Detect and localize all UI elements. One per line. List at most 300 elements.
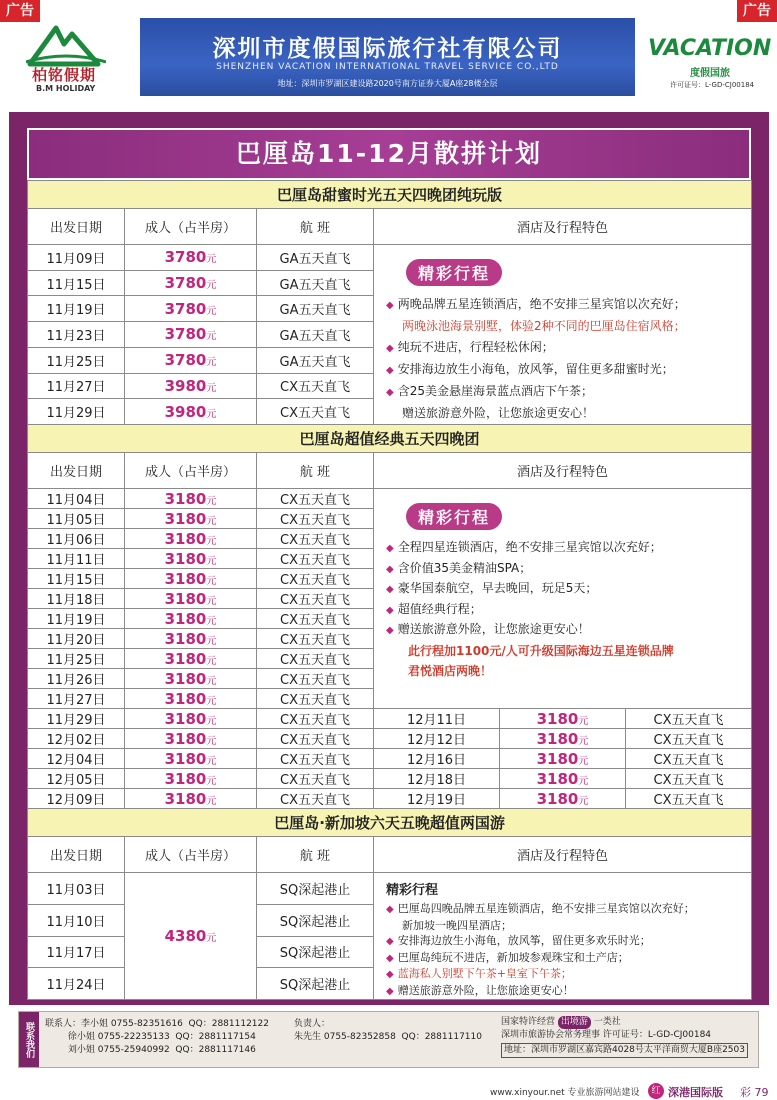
flight-cell <box>626 749 752 769</box>
banner-title: 巴厘岛11-12月散拼计划 <box>27 128 751 180</box>
price-cell <box>125 399 257 425</box>
footer-circle-mark: 红 <box>648 1083 664 1099</box>
section-title-text: 巴厘岛超值经典五天四晚团 <box>299 430 480 448</box>
flight-cell <box>257 709 374 729</box>
yuan-unit: 元 <box>206 575 217 587</box>
date: 12月18日 <box>406 773 467 788</box>
date: 11月03日 <box>46 882 106 898</box>
diamond-bullet-icon: ◆ <box>386 985 394 997</box>
table-row <box>28 769 752 789</box>
price: 3780 <box>164 299 207 318</box>
date-cell <box>28 489 125 509</box>
flight: CX五天直飞 <box>280 773 350 788</box>
yuan-unit: 元 <box>206 535 217 547</box>
feature-item <box>386 337 745 359</box>
price-cell <box>125 589 257 609</box>
flight: GA五天直飞 <box>279 251 351 267</box>
col-hotel-label: 酒店及行程特色 <box>517 221 609 236</box>
price-cell <box>125 609 257 629</box>
date: 11月29日 <box>46 713 106 728</box>
feature-item <box>386 381 745 403</box>
date: 11月11日 <box>46 553 106 568</box>
association-info: 深圳市旅游协会常务理事 许可证号：L-GD-CJ00184 <box>501 1030 712 1040</box>
date-cell <box>374 769 500 789</box>
col-adult <box>125 209 257 245</box>
mountain-logo-icon <box>26 24 106 68</box>
flight: SQ深起港止 <box>279 882 351 898</box>
flight-cell <box>257 936 374 968</box>
price-cell <box>125 529 257 549</box>
date-cell <box>374 789 500 809</box>
yuan-unit: 元 <box>206 615 217 627</box>
feature-text: 安排海边放生小海龟，放风筝，留住更多欢乐时光； <box>397 934 651 947</box>
feature-text: 安排海边放生小海龟，放风筝，留住更多甜蜜时光； <box>397 362 674 376</box>
date: 11月19日 <box>46 613 106 628</box>
col-flight-label: 航 班 <box>299 465 331 480</box>
diamond-bullet-icon: ◆ <box>386 563 394 575</box>
price-cell <box>125 549 257 569</box>
agency-credentials <box>501 1016 758 1058</box>
logo-cn: 柏铭假期 <box>32 66 97 84</box>
diamond-bullet-icon: ◆ <box>386 969 394 980</box>
contact-label: 联系我们 <box>19 1012 39 1067</box>
diamond-bullet-icon: ◆ <box>386 936 394 947</box>
price: 3780 <box>164 274 207 293</box>
feature-text: 蓝海私人别墅下午茶+皇室下午茶； <box>397 967 572 980</box>
price: 3180 <box>536 749 579 768</box>
flight: CX五天直飞 <box>280 593 350 608</box>
flight: CX五天直飞 <box>653 713 724 728</box>
flight: CX五天直飞 <box>280 513 350 528</box>
date: 11月23日 <box>46 328 106 344</box>
date: 12月02日 <box>46 733 106 748</box>
yuan-unit: 元 <box>206 331 217 343</box>
price: 3980 <box>164 376 207 395</box>
footer <box>0 1082 777 1100</box>
date: 12月09日 <box>46 793 106 808</box>
date-cell <box>28 649 125 669</box>
date-cell <box>28 569 125 589</box>
price: 3180 <box>164 509 207 528</box>
footer-publication: 深港国际版 <box>668 1086 723 1099</box>
col-hotel-label: 酒店及行程特色 <box>517 849 609 864</box>
date: 11月29日 <box>46 406 106 422</box>
date: 11月05日 <box>46 513 106 528</box>
national-license-2: 一类社 <box>593 1017 621 1027</box>
flight-cell <box>257 873 374 905</box>
vacation-logo <box>640 22 774 94</box>
yuan-unit: 元 <box>206 382 217 394</box>
yuan-unit: 元 <box>206 408 217 420</box>
outbound-badge: 出境游 <box>558 1016 591 1029</box>
col-flight-label: 航 班 <box>299 849 331 864</box>
date-cell <box>28 509 125 529</box>
flight-cell <box>257 489 374 509</box>
price-cell <box>125 669 257 689</box>
price-cell <box>125 270 257 296</box>
upgrade-note: 君悦酒店两晚！ <box>408 663 493 678</box>
section-title <box>28 809 752 837</box>
price-cell <box>125 373 257 399</box>
date: 11月24日 <box>46 978 106 994</box>
company-address: 地址：深圳市罗湖区建设路2020号南方证券大厦A座28楼全层 <box>277 79 498 88</box>
col-flight <box>257 837 374 873</box>
flight: CX五天直飞 <box>653 793 724 808</box>
price: 3180 <box>164 589 207 608</box>
date: 11月15日 <box>46 277 106 293</box>
col-date-label: 出发日期 <box>49 849 102 864</box>
yuan-unit: 元 <box>206 755 217 767</box>
flight: CX五天直飞 <box>280 693 350 708</box>
diamond-bullet-icon: ◆ <box>386 625 394 636</box>
diamond-bullet-icon: ◆ <box>386 952 394 964</box>
price-cell <box>125 873 257 1000</box>
diamond-bullet-icon: ◆ <box>386 387 394 398</box>
date: 11月19日 <box>46 303 106 319</box>
header-band <box>140 18 635 96</box>
upgrade-note: 此行程加1100元/人可升级国际海边五星连锁品牌 <box>408 643 674 658</box>
feature-text: 赠送旅游意外险，让您旅途更安心！ <box>397 622 590 636</box>
yuan-unit: 元 <box>206 254 217 266</box>
price-cell <box>125 489 257 509</box>
page-number: 彩 79 <box>740 1086 769 1099</box>
features-cell <box>374 245 752 425</box>
date-cell <box>28 270 125 296</box>
section-title-text: 巴厘岛·新加坡六天五晚超值两国游 <box>274 814 505 832</box>
flight: CX五天直飞 <box>653 733 724 748</box>
yuan-unit: 元 <box>578 755 589 767</box>
diamond-bullet-icon: ◆ <box>386 584 394 595</box>
flight: CX五天直飞 <box>280 653 350 668</box>
col-adult-label: 成人（占半房） <box>144 221 236 236</box>
col-hotel <box>374 453 752 489</box>
date-cell <box>28 629 125 649</box>
yuan-unit: 元 <box>578 735 589 747</box>
agency-address: 地址：深圳市罗湖区嘉宾路4028号太平洋商贸大厦B座2503 <box>501 1043 748 1058</box>
yuan-unit: 元 <box>578 795 589 807</box>
date: 11月25日 <box>46 653 106 668</box>
price: 3780 <box>164 325 207 344</box>
price-cell <box>125 709 257 729</box>
col-adult-label: 成人（占半房） <box>144 849 236 864</box>
date: 11月27日 <box>46 380 106 396</box>
yuan-unit: 元 <box>578 775 589 787</box>
date: 11月27日 <box>46 693 106 708</box>
price: 3180 <box>536 709 579 728</box>
feature-item <box>386 294 745 316</box>
contact-bar <box>18 1011 759 1068</box>
date-cell <box>28 589 125 609</box>
yuan-unit: 元 <box>206 695 217 707</box>
feature-item <box>386 620 745 641</box>
flight: CX五天直飞 <box>280 533 350 548</box>
yuan-unit: 元 <box>206 675 217 687</box>
feature-item <box>386 983 745 1000</box>
flight: CX五天直飞 <box>280 553 350 568</box>
yuan-unit: 元 <box>206 735 217 747</box>
price-cell <box>125 629 257 649</box>
price-cell <box>125 769 257 789</box>
vacation-logo-text: VACATION <box>648 36 772 61</box>
logo-en: B.M HOLIDAY <box>36 84 96 93</box>
table-row <box>28 789 752 809</box>
price: 3180 <box>164 529 207 548</box>
col-date <box>28 209 125 245</box>
price-cell <box>125 569 257 589</box>
price-cell <box>500 729 626 749</box>
flight: CX五天直飞 <box>653 773 724 788</box>
price-cell <box>125 749 257 769</box>
date: 11月17日 <box>46 946 106 962</box>
flight-cell <box>626 709 752 729</box>
contact-manager: 负责人： 朱先生 0755-82352858 QQ：2881117110 <box>294 1019 482 1042</box>
price: 3180 <box>164 489 207 508</box>
yuan-unit: 元 <box>206 655 217 667</box>
flight-cell <box>626 789 752 809</box>
flight-cell <box>257 373 374 399</box>
yuan-unit: 元 <box>206 933 217 944</box>
feature-text: 含25美金悬崖海景蓝点酒店下午茶； <box>397 384 593 398</box>
date: 11月25日 <box>46 354 106 370</box>
feature-item <box>386 359 745 381</box>
flight-cell <box>257 245 374 271</box>
date: 12月12日 <box>406 733 467 748</box>
table-row <box>28 489 752 509</box>
date-cell <box>28 689 125 709</box>
price: 3180 <box>536 789 579 808</box>
price-cell <box>125 245 257 271</box>
flight-cell <box>257 549 374 569</box>
price-cell <box>125 296 257 322</box>
feature-text: 巴厘岛四晚品牌五星连锁酒店，绝不安排三星宾馆以次充好； <box>397 902 695 915</box>
feature-item <box>386 950 745 967</box>
date: 11月09日 <box>46 251 106 267</box>
flight-cell <box>257 270 374 296</box>
date-cell <box>28 936 125 968</box>
feature-item <box>386 538 745 559</box>
footer-site: www.xinyour.net 专业旅游网站建设 <box>490 1088 640 1098</box>
company-name-cn: 深圳市度假国际旅行社有限公司 <box>212 36 563 62</box>
date-cell <box>28 729 125 749</box>
flight-cell <box>626 769 752 789</box>
flight-cell <box>257 399 374 425</box>
flight-cell <box>257 509 374 529</box>
yuan-unit: 元 <box>206 635 217 647</box>
flight: CX五天直飞 <box>280 573 350 588</box>
date: 11月15日 <box>46 573 106 588</box>
vacation-logo-cn: 度假国旅 <box>690 68 730 79</box>
feature-text: 两晚品牌五星连锁酒店，绝不安排三星宾馆以次充好； <box>397 297 686 311</box>
flight-cell <box>257 529 374 549</box>
flight-cell <box>257 769 374 789</box>
plan-table <box>27 180 752 1000</box>
column-header-row <box>28 453 752 489</box>
yuan-unit: 元 <box>206 495 217 507</box>
col-adult <box>125 837 257 873</box>
date: 11月04日 <box>46 493 106 508</box>
yuan-unit: 元 <box>206 795 217 807</box>
contact-persons: 联系人：李小姐 0755-82351616 QQ：2881112122 徐小姐 0755-22235133 QQ：2881117154 刘小姐 0755-25940992 QQ：2881117146 <box>45 1019 269 1055</box>
column-header-row <box>28 837 752 873</box>
feature-item: 两晚泳池海景别墅，体验2种不同的巴厘岛住宿风格； <box>402 319 686 333</box>
ad-tag-left: 广告 <box>0 0 40 22</box>
price: 3180 <box>164 689 207 708</box>
flight-cell <box>257 609 374 629</box>
col-adult <box>125 453 257 489</box>
flight: SQ深起港止 <box>279 914 351 930</box>
header <box>0 18 777 96</box>
flight-cell <box>257 629 374 649</box>
date-cell <box>28 609 125 629</box>
col-hotel-label: 酒店及行程特色 <box>517 465 609 480</box>
section-title <box>28 181 752 209</box>
date: 11月10日 <box>46 914 106 930</box>
price: 3180 <box>164 789 207 808</box>
date-cell <box>374 749 500 769</box>
plan-frame <box>9 112 769 1005</box>
date-cell <box>374 709 500 729</box>
yuan-unit: 元 <box>206 357 217 369</box>
date: 12月11日 <box>406 713 467 728</box>
section-title-text: 巴厘岛甜蜜时光五天四晚团纯玩版 <box>277 186 503 204</box>
flight-cell <box>257 904 374 936</box>
date-cell <box>28 749 125 769</box>
flight-cell <box>257 589 374 609</box>
feature-item <box>386 933 745 950</box>
date-cell <box>28 769 125 789</box>
feature-item <box>386 559 745 580</box>
date: 11月18日 <box>46 593 106 608</box>
flight: CX五天直飞 <box>280 733 350 748</box>
license-number: 许可证号：L-GD-CJ00184 <box>670 81 755 89</box>
col-flight <box>257 209 374 245</box>
price: 3180 <box>536 729 579 748</box>
yuan-unit: 元 <box>206 280 217 292</box>
date-cell <box>28 373 125 399</box>
flight-cell <box>257 649 374 669</box>
ad-tag-right: 广告 <box>737 0 777 22</box>
feature-item <box>386 901 745 918</box>
date: 11月20日 <box>46 633 106 648</box>
features-title: 精彩行程 <box>386 883 439 898</box>
price: 3180 <box>164 649 207 668</box>
price: 3180 <box>164 549 207 568</box>
date-cell <box>28 529 125 549</box>
yuan-unit: 元 <box>206 515 217 527</box>
col-date <box>28 837 125 873</box>
highlight-badge: 精彩行程 <box>406 503 502 530</box>
price: 3780 <box>164 248 207 267</box>
yuan-unit: 元 <box>206 305 217 317</box>
table-row <box>28 749 752 769</box>
flight: SQ深起港止 <box>279 946 351 962</box>
flight-cell <box>257 322 374 348</box>
date-cell <box>28 245 125 271</box>
feature-text: 赠送旅游意外险，让您旅途更安心！ <box>397 983 574 997</box>
date-cell <box>28 399 125 425</box>
flight-cell <box>257 669 374 689</box>
price-cell <box>500 749 626 769</box>
flight-cell <box>257 749 374 769</box>
features-cell <box>374 489 752 709</box>
flight: GA五天直飞 <box>279 328 351 344</box>
feature-text: 巴厘岛纯玩不进店，新加坡参观珠宝和土产店； <box>397 950 629 964</box>
feature-item: 赠送旅游意外险，让您旅途更安心！ <box>402 406 595 420</box>
flight: GA五天直飞 <box>279 303 351 319</box>
feature-text: 豪华国泰航空，早去晚回，玩足5天； <box>397 581 598 595</box>
price-cell <box>125 322 257 348</box>
price: 3980 <box>164 402 207 421</box>
date: 12月05日 <box>46 773 106 788</box>
feature-item <box>386 600 745 621</box>
flight: GA五天直飞 <box>279 277 351 293</box>
feature-text: 含价值35美金精油SPA； <box>397 560 532 575</box>
price-cell <box>125 789 257 809</box>
flight: SQ深起港止 <box>279 978 351 994</box>
date-cell <box>28 549 125 569</box>
date-cell <box>28 904 125 936</box>
flight-cell <box>257 296 374 322</box>
col-adult-label: 成人（占半房） <box>144 465 236 480</box>
date: 12月19日 <box>406 793 467 808</box>
feature-text: 全程四星连锁酒店，绝不安排三星宾馆以次充好； <box>397 540 662 554</box>
col-hotel <box>374 209 752 245</box>
section-title <box>28 425 752 453</box>
feature-text: 纯玩不进店，行程轻松休闲； <box>397 340 554 354</box>
flight: CX五天直飞 <box>280 633 350 648</box>
flight: CX五天直飞 <box>280 673 350 688</box>
price-cell <box>500 789 626 809</box>
yuan-unit: 元 <box>206 555 217 567</box>
col-flight <box>257 453 374 489</box>
price: 3180 <box>164 569 207 588</box>
date-cell <box>28 873 125 905</box>
price: 3180 <box>164 749 207 768</box>
flight: CX五天直飞 <box>280 406 350 422</box>
date: 12月04日 <box>46 753 106 768</box>
col-date-label: 出发日期 <box>49 221 102 236</box>
date-cell <box>28 968 125 1000</box>
table-row <box>28 709 752 729</box>
flight-cell <box>257 968 374 1000</box>
date: 11月06日 <box>46 533 106 548</box>
feature-text: 超值经典行程； <box>397 601 482 616</box>
date: 11月26日 <box>46 673 106 688</box>
col-flight-label: 航 班 <box>299 221 331 236</box>
company-name-en: SHENZHEN VACATION INTERNATIONAL TRAVEL SERVICE CO.,LTD <box>216 62 559 72</box>
yuan-unit: 元 <box>578 715 589 727</box>
table-row <box>28 245 752 271</box>
date-cell <box>28 669 125 689</box>
flight: CX五天直飞 <box>653 753 724 768</box>
features-cell <box>374 873 752 1000</box>
col-date <box>28 453 125 489</box>
yuan-unit: 元 <box>206 595 217 607</box>
flight: CX五天直飞 <box>280 753 350 768</box>
flight-cell <box>257 569 374 589</box>
price: 3180 <box>164 669 207 688</box>
diamond-bullet-icon: ◆ <box>386 343 394 354</box>
date-cell <box>28 322 125 348</box>
flight-cell <box>257 689 374 709</box>
column-header-row <box>28 209 752 245</box>
date-cell <box>28 296 125 322</box>
price: 4380 <box>164 927 207 945</box>
col-hotel <box>374 837 752 873</box>
date-cell <box>28 789 125 809</box>
national-license-1: 国家特许经营 <box>501 1017 556 1027</box>
flight: CX五天直飞 <box>280 613 350 628</box>
